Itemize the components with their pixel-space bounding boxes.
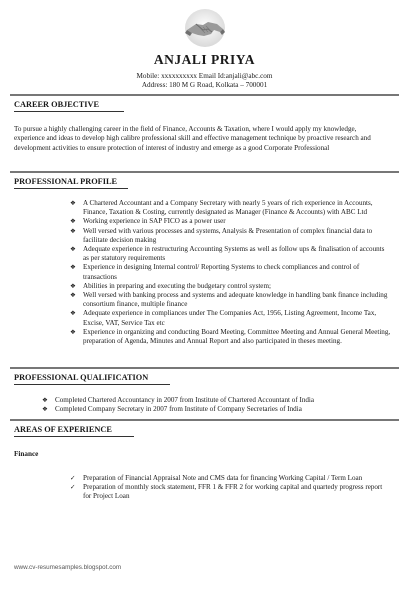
contact-line-phone-email: Mobile: xxxxxxxxxx Email Id:anjali@abc.com	[136, 72, 273, 80]
list-item: ❖ A Chartered Accountant and a Company Secretary with nearly 5 years of rich experience in Accounts, Finance, Taxation & Costing, currently designated as Manager (Finance & Accounts) with ABC Ltd	[70, 199, 373, 217]
section-divider	[10, 367, 399, 369]
diamond-bullet-icon: ❖	[70, 227, 76, 235]
list-item: ✓ Preparation of monthly stock statement, FFR 1 & FFR 2 for working capital and quartedy progress report for Project Loan	[70, 483, 383, 501]
subheading-finance: Finance	[14, 450, 39, 458]
diamond-bullet-icon: ❖	[70, 200, 76, 207]
section-title-underline	[14, 111, 124, 112]
section-divider	[10, 94, 399, 96]
section-title-areas-of-experience: AREAS OF EXPERIENCE	[14, 425, 112, 434]
section-title-professional-profile: PROFESSIONAL PROFILE	[14, 177, 118, 186]
list-item: ❖ Well versed with various processes and systems, Analysis & Presentation of complex financial data to facilitate decision making	[70, 226, 373, 244]
list-item: ❖ Completed Chartered Accountancy in 2007 from Institute of Chartered Accountant of India	[42, 396, 315, 404]
list-item: ❖ Abilities in preparing and executing the budgetary control system;	[70, 281, 271, 290]
contact-line-address: Address: 180 M G Road, Kolkata – 700001	[141, 81, 268, 89]
section-title-career-objective: CAREER OBJECTIVE	[14, 100, 100, 109]
checkmark-icon: ✓	[70, 475, 76, 482]
diamond-bullet-icon: ❖	[70, 246, 76, 254]
diamond-bullet-icon: ❖	[70, 292, 76, 300]
section-title-underline	[14, 436, 134, 437]
diamond-bullet-icon: ❖	[70, 282, 76, 290]
section-title-underline	[14, 188, 128, 189]
section-divider	[10, 419, 399, 421]
areas-of-experience-list	[70, 474, 392, 502]
section-divider	[10, 171, 399, 173]
list-item: ❖ Working experience in SAP FICO as a power user	[70, 217, 226, 226]
diamond-bullet-icon: ❖	[70, 264, 76, 272]
list-item: ❖ Completed Company Secretary in 2007 from Institute of Company Secretaries of India	[42, 405, 302, 414]
handshake-icon	[184, 8, 226, 48]
candidate-name: ANJALI PRIYA	[153, 52, 256, 67]
diamond-bullet-icon: ❖	[42, 397, 48, 404]
list-item: ❖ Experience in designing Internal control/ Reporting Systems to check compliances and control of transactions	[70, 263, 360, 281]
list-item: ❖ Experience in organizing and conducting Board Meeting, Committee Meeting and Annual General Meeting, preparation of Agenda, Minutes and Annual Report and also participated in theses meeting.	[70, 327, 391, 346]
list-item: ❖ Adequate experience in restructuring Accounting Systems as well as follow ups & finalisation of accounts as per statutory requirements	[70, 245, 385, 263]
diamond-bullet-icon: ❖	[70, 310, 76, 318]
professional-profile-list	[70, 199, 392, 346]
list-item: ❖ Adequate experience in compliances under The Companies Act, 1956, Listing Agreement, Income Tax, Excise, VAT, Service Tax etc	[70, 309, 377, 327]
checkmark-icon: ✓	[70, 484, 76, 492]
section-title-professional-qualification: PROFESSIONAL QUALIFICATION	[14, 373, 149, 382]
diamond-bullet-icon: ❖	[42, 406, 48, 414]
career-objective-text: To pursue a highly challenging career in the field of Finance, Accounts & Taxation, where I would apply my knowledge, experience and ideas to develop high calibre professional skill and effective management technique by proactive research and development activities to ensure protection of interest of industry and emerge as a good Corporate Professional	[14, 125, 371, 152]
footer-website: www.cv-resumesamples.blogspot.com	[14, 564, 122, 571]
diamond-bullet-icon: ❖	[70, 218, 76, 226]
section-title-underline	[14, 384, 170, 385]
list-item: ✓ Preparation of Financial Appraisal Note and CMS data for financing Working Capital / Term Loan	[70, 474, 363, 482]
list-item: ❖ Well versed with banking process and systems and adequate knowledge in handling bank finance including consortium finance, multiple finance	[70, 291, 388, 309]
professional-qualification-list	[42, 396, 397, 414]
diamond-bullet-icon: ❖	[70, 328, 76, 336]
